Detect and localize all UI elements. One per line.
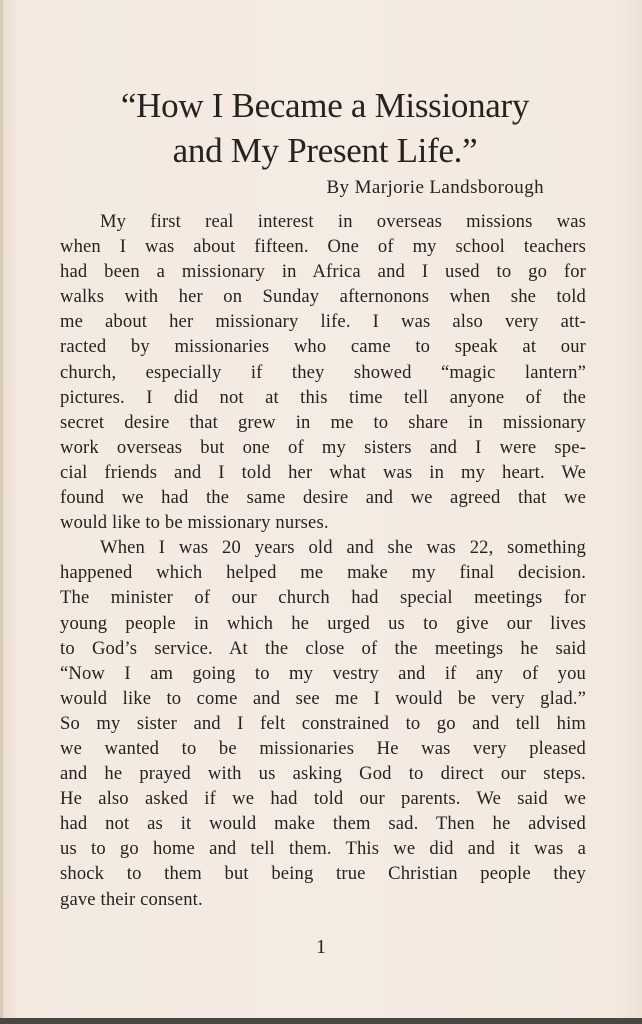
text-line: The minister of our church had special meetings for <box>60 587 586 609</box>
text-line: He also asked if we had told our parents. We said we <box>60 788 586 810</box>
text-line: to God’s service. At the close of the meetings he said <box>60 637 586 659</box>
text-line: found we had the same desire and we agreed that we <box>60 487 586 509</box>
article-body <box>60 209 586 912</box>
page-bottom-edge <box>0 1018 642 1024</box>
text-line: would like to be missionary nurses. <box>60 512 329 534</box>
page-left-edge <box>0 0 3 1024</box>
text-line: had been a missionary in Africa and I used to go for <box>60 261 586 283</box>
text-line: would like to come and see me I would be very glad.” <box>60 687 586 709</box>
text-line: My first real interest in overseas missions was <box>100 211 586 232</box>
text-line: and he prayed with us asking God to direct our steps. <box>60 763 586 785</box>
text-line: church, especially if they showed “magic lantern” <box>60 361 586 383</box>
text-line: When I was 20 years old and she was 22, something <box>100 537 586 559</box>
text-line: gave their consent. <box>60 888 203 910</box>
text-line: “Now I am going to my vestry and if any of you <box>60 662 586 684</box>
text-line: racted by missionaries who came to speak at our <box>60 336 586 358</box>
text-line: shock to them but being true Christian people they <box>60 863 586 885</box>
text-line: work overseas but one of my sisters and I were spe- <box>60 436 586 458</box>
text-line: young people in which he urged us to give our lives <box>60 612 586 634</box>
text-line: walks with her on Sunday afternonons when she told <box>60 286 586 308</box>
text-line: pictures. I did not at this time tell anyone of the <box>60 386 586 408</box>
title-line-1: “How I Became a Missionary <box>120 86 530 125</box>
paragraph-2 <box>60 535 586 911</box>
text-line: had not as it would make them sad. Then he advised <box>60 813 586 835</box>
text-line: secret desire that grew in me to share in missionary <box>60 411 586 433</box>
paragraph-1 <box>60 209 586 535</box>
text-line: us to go home and tell them. This we did and it was a <box>60 838 586 860</box>
text-line: we wanted to be missionaries He was very pleased <box>60 737 586 759</box>
page-number: 1 <box>316 936 326 958</box>
text-line: So my sister and I felt constrained to go and tell him <box>60 712 586 734</box>
title-line-2: and My Present Life.” <box>172 131 478 170</box>
text-line: when I was about fifteen. One of my school teachers <box>60 236 586 258</box>
byline: By Marjorie Landsborough <box>326 177 544 198</box>
text-line: happened which helped me make my final decision. <box>60 562 586 584</box>
text-line: cial friends and I told her what was in my heart. We <box>60 461 586 483</box>
text-line: me about her missionary life. I was also very att- <box>60 311 586 333</box>
